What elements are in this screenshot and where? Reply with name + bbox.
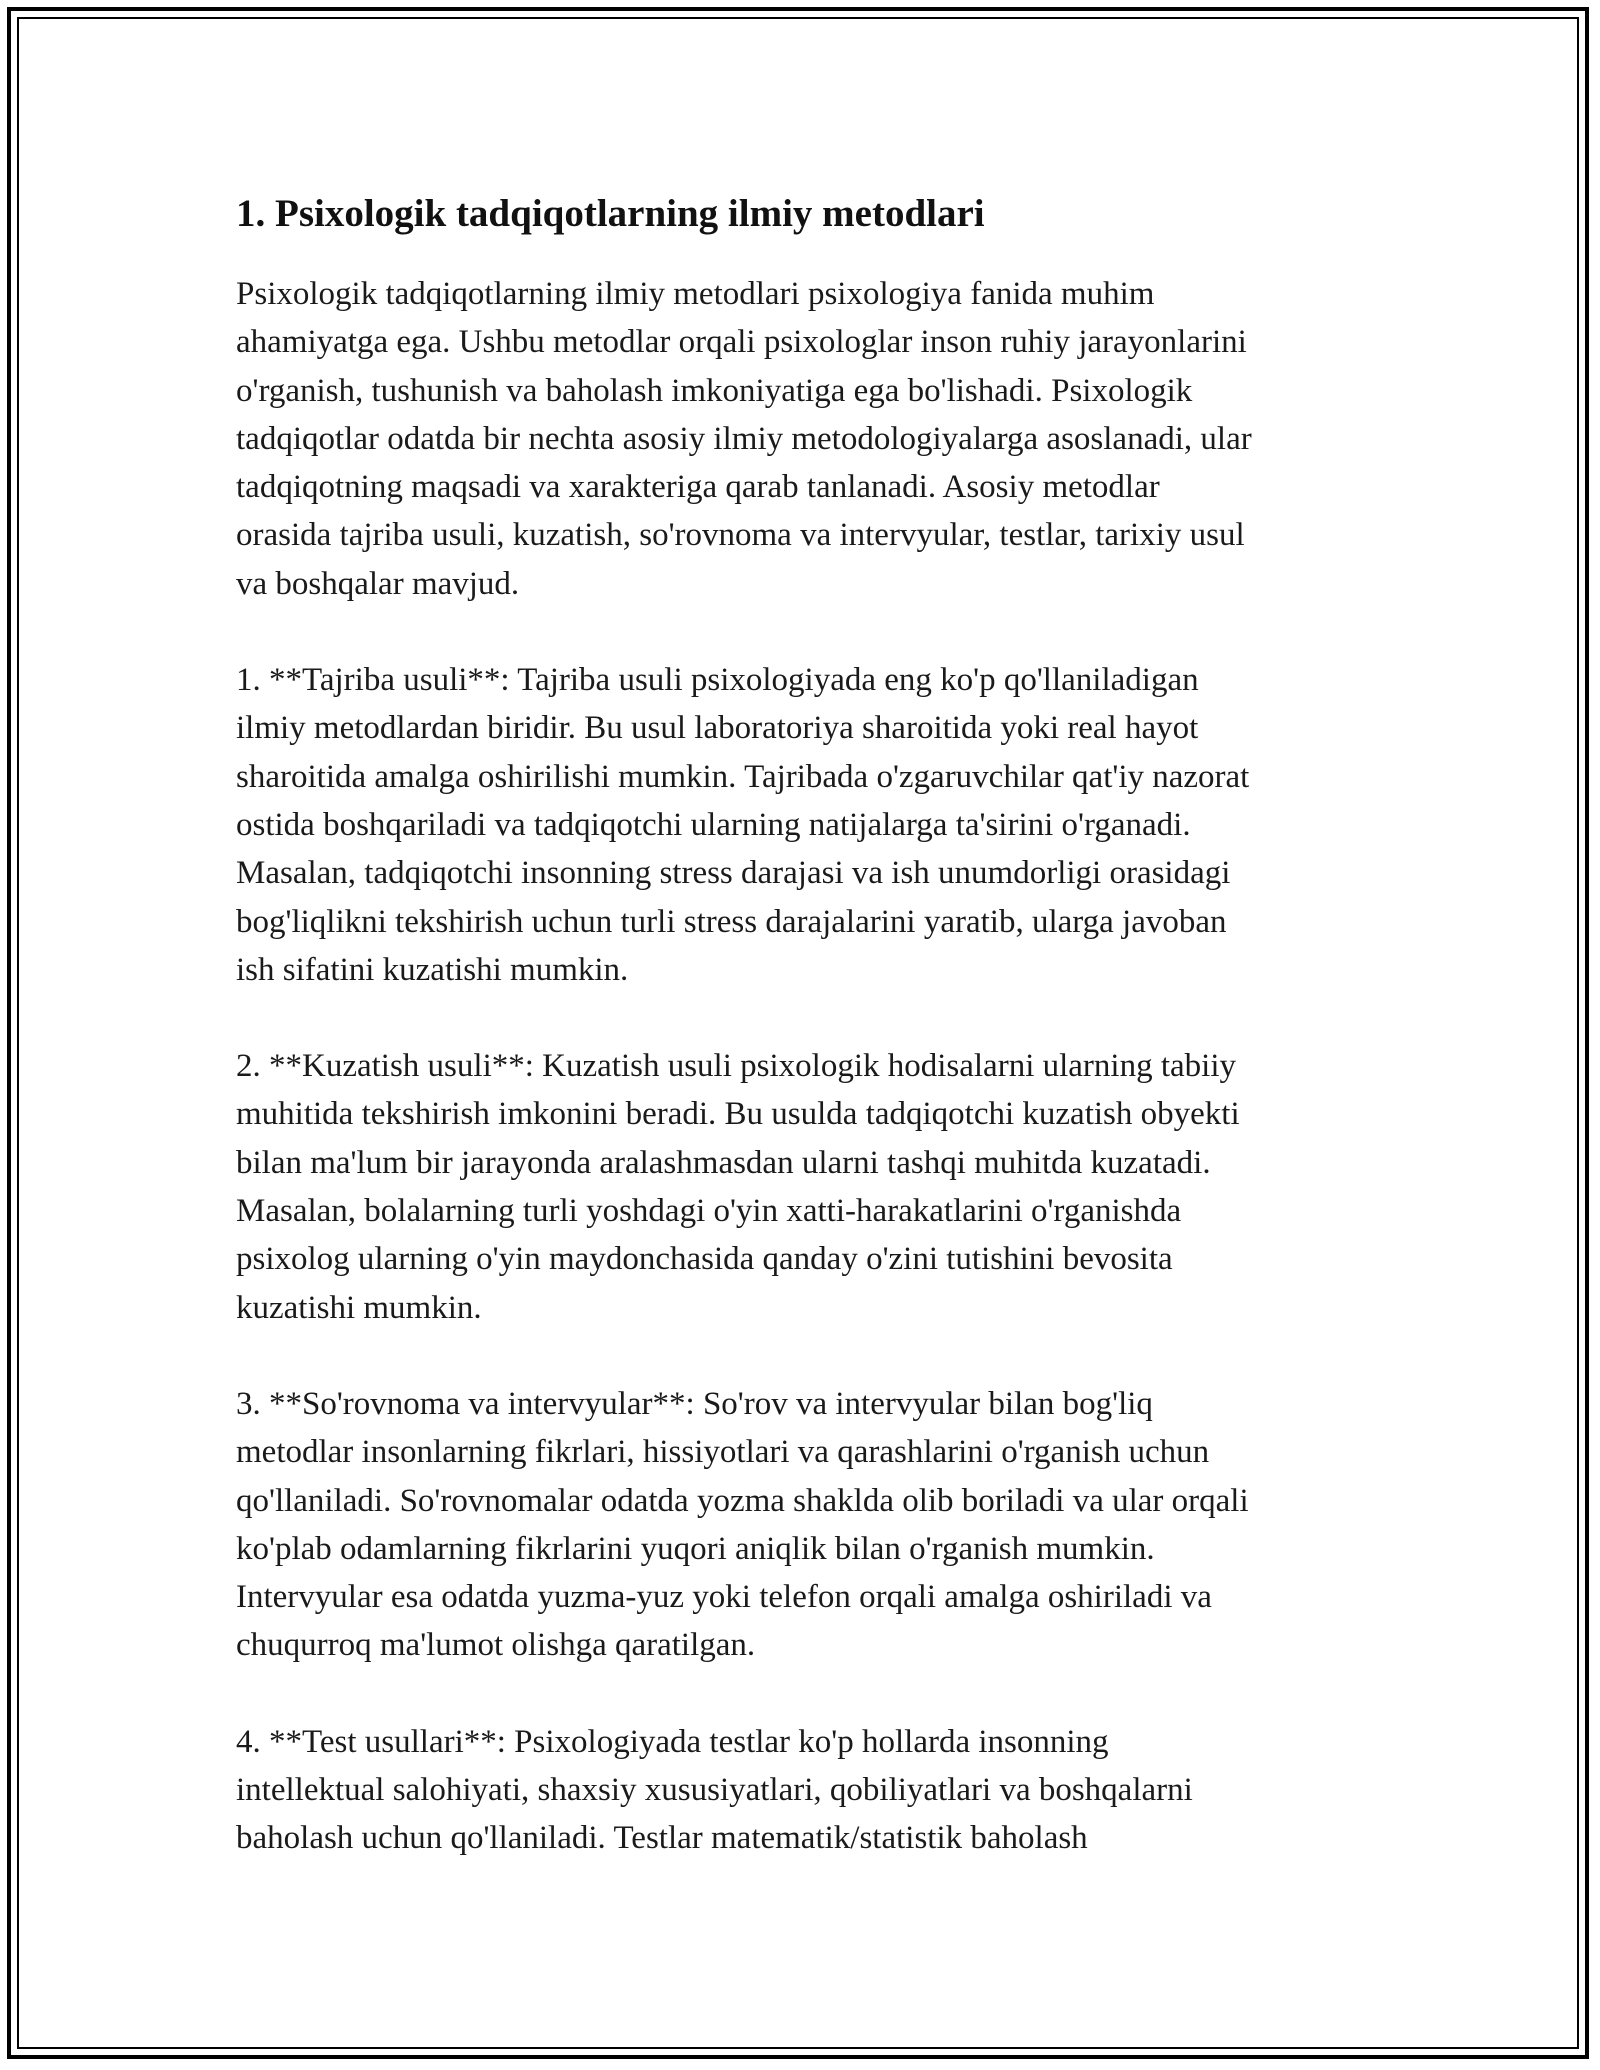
page-title: 1. Psixologik tadqiqotlarning ilmiy metodlari — [236, 192, 985, 235]
paragraph-sorovnoma-intervyular: 3. **So'rovnoma va intervyular**: So'rov va intervyular bilan bog'liq metodlar insonlarning fikrlari, hissiyotlari va qarashlarini o'rganish uchun qo'llaniladi. So'rovnomalar odatda yozma shaklda olib boriladi va ular orqali ko'plab odamlarning fikrlarini yuqori aniqlik bilan o'rganish mumkin. Intervyular esa odatda yuzma-yuz yoki telefon orqali amalga oshiriladi va chuqurroq ma'lumot olishga qaratilgan. — [236, 1385, 1249, 1664]
paragraph-kuzatish-usuli: 2. **Kuzatish usuli**: Kuzatish usuli psixologik hodisalarni ularning tabiiy muhitida tekshirish imkonini beradi. Bu usulda tadqiqotchi kuzatish obyekti bilan ma'lum bir jarayonda aralashmasdan ularni tashqi muhitda kuzatadi. Masalan, bolalarning turli yoshdagi o'yin xatti-harakatlarini o'rganishda psixolog ularning o'yin maydonchasida qanday o'zini tutishini bevosita kuzatishi mumkin. — [236, 1048, 1240, 1326]
paragraph-tajriba-usuli: 1. **Tajriba usuli**: Tajriba usuli psixologiyada eng ko'p qo'llaniladigan ilmiy metodlardan biridir. Bu usul laboratoriya sharoitida yoki real hayot sharoitida amalga oshirilishi mumkin. Tajribada o'zgaruvchilar qat'iy nazorat ostida boshqariladi va tadqiqotchi ularning natijalarga ta'sirini o'rganadi. Masalan, tadqiqotchi insonning stress darajasi va ish unumdorligi orasidagi bog'liqlikni tekshirish uchun turli stress darajalarini yaratib, ularga javoban ish sifatini kuzatishi mumkin. — [236, 662, 1250, 988]
paragraph-test-usullari: 4. **Test usullari**: Psixologiyada testlar ko'p hollarda insonning intellektual salohiyati, shaxsiy xususiyatlari, qobiliyatlari va boshqalarni baholash uchun qo'llaniladi. Testlar matematik/statistik baholash — [236, 1723, 1193, 1857]
document-body — [236, 186, 1386, 1911]
intro-paragraph: Psixologik tadqiqotlarning ilmiy metodlari psixologiya fanida muhim ahamiyatga ega. Ushbu metodlar orqali psixologlar inson ruhiy jarayonlarini o'rganish, tushunish va baholash imkoniyatiga ega bo'lishadi. Psixologik tadqiqotlar odatda bir nechta asosiy ilmiy metodologiyalarga asoslanadi, ular tadqiqotning maqsadi va xarakteriga qarab tanlanadi. Asosiy metodlar orasida tajriba usuli, kuzatish, so'rovnoma va intervyular, testlar, tarixiy usul va boshqalar mavjud. — [236, 276, 1252, 602]
